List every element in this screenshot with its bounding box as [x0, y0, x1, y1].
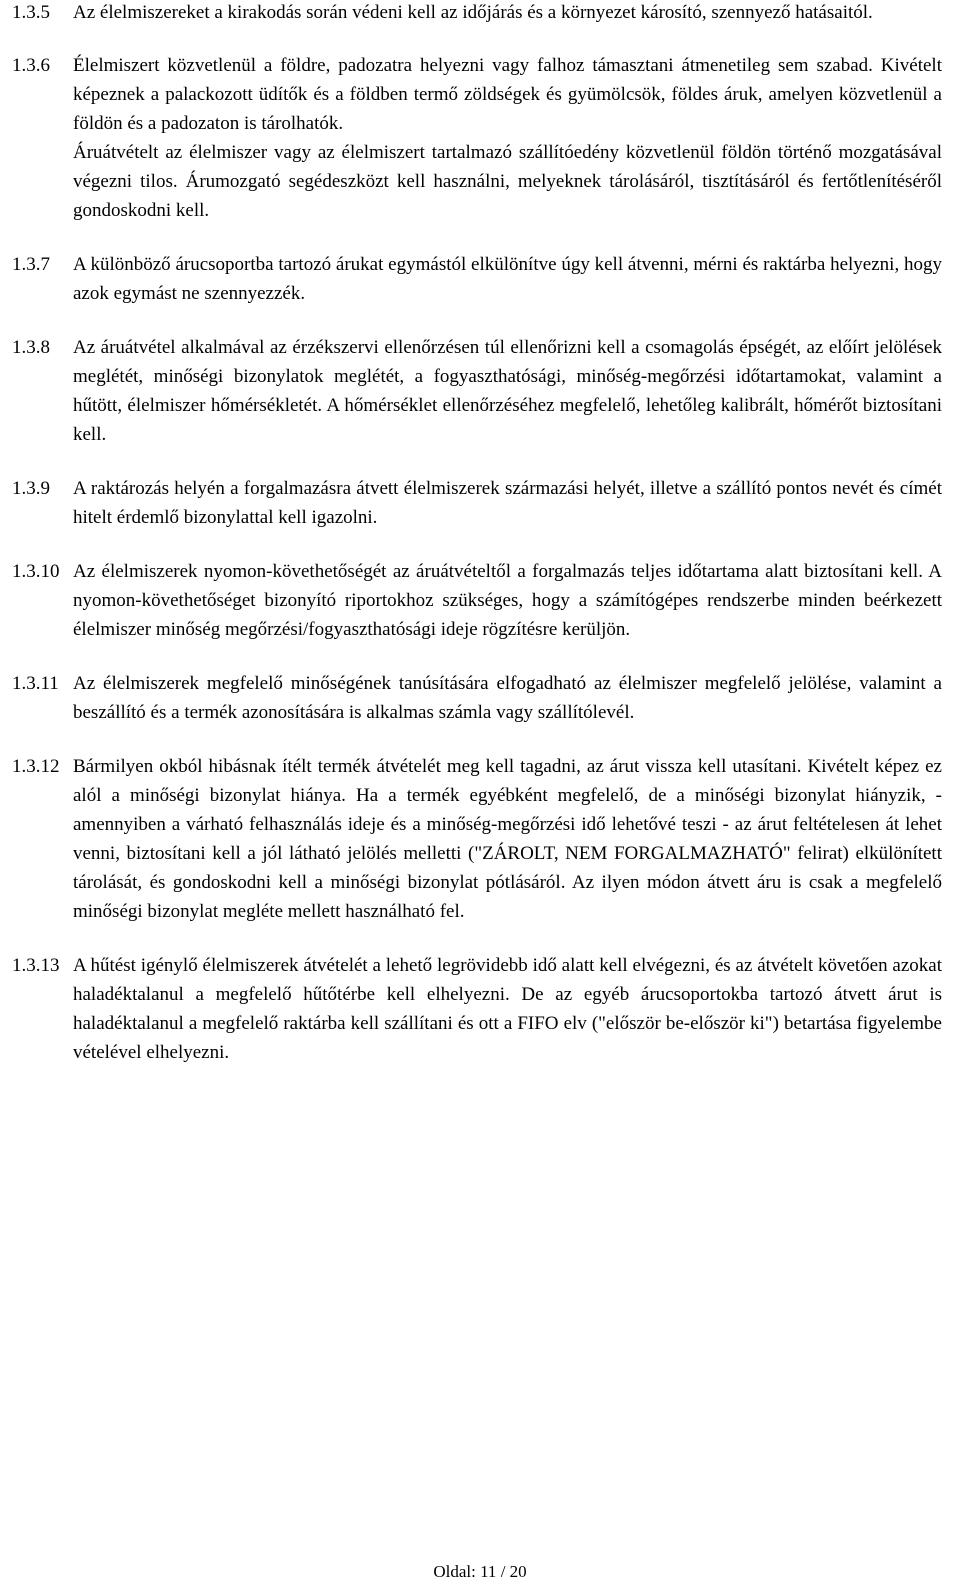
section-paragraph: A különböző árucsoportba tartozó árukat egymástól elkülönítve úgy kell átvenni, mérni és raktárba helyezni, hogy azok egymást ne szennyezzék.	[73, 254, 942, 304]
section-1-3-6	[12, 51, 942, 225]
section-1-3-12	[12, 752, 942, 926]
section-paragraph: Az élelmiszerek nyomon-követhetőségét az áruátvételtől a forgalmazás teljes időtartama alatt biztosítani kell. A nyomon-követhetőséget bizonyító riportokhoz szükséges, hogy a számítógépes rendszerbe minden beérkezett élelmiszer minőség megőrzési/fogyaszthatósági ideje rögzítésre kerüljön.	[73, 561, 942, 640]
section-body	[73, 474, 942, 532]
section-1-3-11	[12, 669, 942, 727]
section-paragraph: Élelmiszert közvetlenül a földre, padozatra helyezni vagy falhoz támasztani átmenetileg sem szabad. Kivételt képeznek a palackozott üdítők és a földben termő zöldségek és gyümölcsök, földes áruk, amelyen közvetlenül a földön és a padozaton is tárolhatók.	[73, 55, 942, 134]
section-paragraph: Az áruátvétel alkalmával az érzékszervi ellenőrzésen túl ellenőrizni kell a csomagolás épségét, az előírt jelölések meglétét, minőségi bizonylatok meglétét, a fogyaszthatósági, minőség-megőrzési időtartamokat, valamint a hűtött, élelmiszer hőmérsékletét. A hőmérséklet ellenőrzéséhez megfelelő, lehetőleg kalibrált, hőmérőt biztosítani kell.	[73, 337, 942, 445]
section-body	[73, 0, 942, 27]
section-1-3-7	[12, 250, 942, 308]
page-separator: /	[500, 1562, 506, 1581]
section-paragraph: Áruátvételt az élelmiszer vagy az élelmiszert tartalmazó szállítóedény közvetlenül földön történő mozgatásával végezni tilos. Árumozgató segédeszközt kell használni, melyeknek tárolásáról, tisztításáról és fertőtlenítéséről gondoskodni kell.	[73, 142, 942, 221]
section-paragraph: Az élelmiszereket a kirakodás során védeni kell az időjárás és a környezet károsító, szennyező hatásaitól.	[73, 2, 873, 23]
section-body	[73, 557, 942, 644]
page-label: Oldal:	[433, 1562, 476, 1581]
section-body	[73, 951, 942, 1067]
section-number: 1.3.8	[12, 337, 50, 358]
section-number: 1.3.10	[12, 561, 60, 582]
section-1-3-13	[12, 951, 942, 1067]
section-1-3-8	[12, 333, 942, 449]
section-paragraph: A hűtést igénylő élelmiszerek átvételét a lehető legrövidebb idő alatt kell elvégezni, és az átvételt követően azokat haladéktalanul a megfelelő hűtőtérbe kell elhelyezni. De az egyéb árucsoportokba tartozó átvett árut is haladéktalanul a megfelelő raktárba kell szállítani és ott a FIFO elv ("először be-először ki") betartása figyelembe vételével elhelyezni.	[73, 955, 942, 1063]
section-number: 1.3.5	[12, 2, 50, 23]
section-body	[73, 250, 942, 308]
section-paragraph: Az élelmiszerek megfelelő minőségének tanúsítására elfogadható az élelmiszer megfelelő jelölése, valamint a beszállító és a termék azonosítására is alkalmas számla vagy szállítólevél.	[73, 673, 942, 723]
section-1-3-10	[12, 557, 942, 644]
section-paragraph: Bármilyen okból hibásnak ítélt termék átvételét meg kell tagadni, az árut vissza kell utasítani. Kivételt képez ez alól a minőségi bizonylat hiánya. Ha a termék egyébként megfelelő, de a minőségi bizonylat hiányzik, - amennyiben a várható felhasználás ideje és a minőség-megőrzési idő lehetővé teszi - az árut feltételesen át lehet venni, biztosítani kell a jól látható jelölés melletti ("ZÁROLT, NEM FORGALMAZHATÓ" felirat) elkülönített tárolását, és gondoskodni kell a minőségi bizonylat pótlásáról. Az ilyen módon átvett áru is csak a megfelelő minőségi bizonylat megléte mellett használható fel.	[73, 756, 942, 922]
current-page-number: 11	[480, 1562, 497, 1581]
section-paragraph: A raktározás helyén a forgalmazásra átvett élelmiszerek származási helyét, illetve a szállító pontos nevét és címét hitelt érdemlő bizonylattal kell igazolni.	[73, 478, 942, 528]
page-footer	[0, 1562, 960, 1582]
section-body	[73, 752, 942, 926]
total-page-count: 20	[509, 1562, 527, 1581]
section-body	[73, 333, 942, 449]
section-number: 1.3.7	[12, 254, 50, 275]
section-number: 1.3.13	[12, 955, 60, 976]
section-number: 1.3.12	[12, 756, 60, 777]
section-body	[73, 51, 942, 225]
section-body	[73, 669, 942, 727]
section-number: 1.3.11	[12, 673, 59, 694]
section-1-3-9	[12, 474, 942, 532]
section-1-3-5	[12, 0, 942, 27]
section-number: 1.3.9	[12, 478, 50, 499]
section-number: 1.3.6	[12, 55, 50, 76]
